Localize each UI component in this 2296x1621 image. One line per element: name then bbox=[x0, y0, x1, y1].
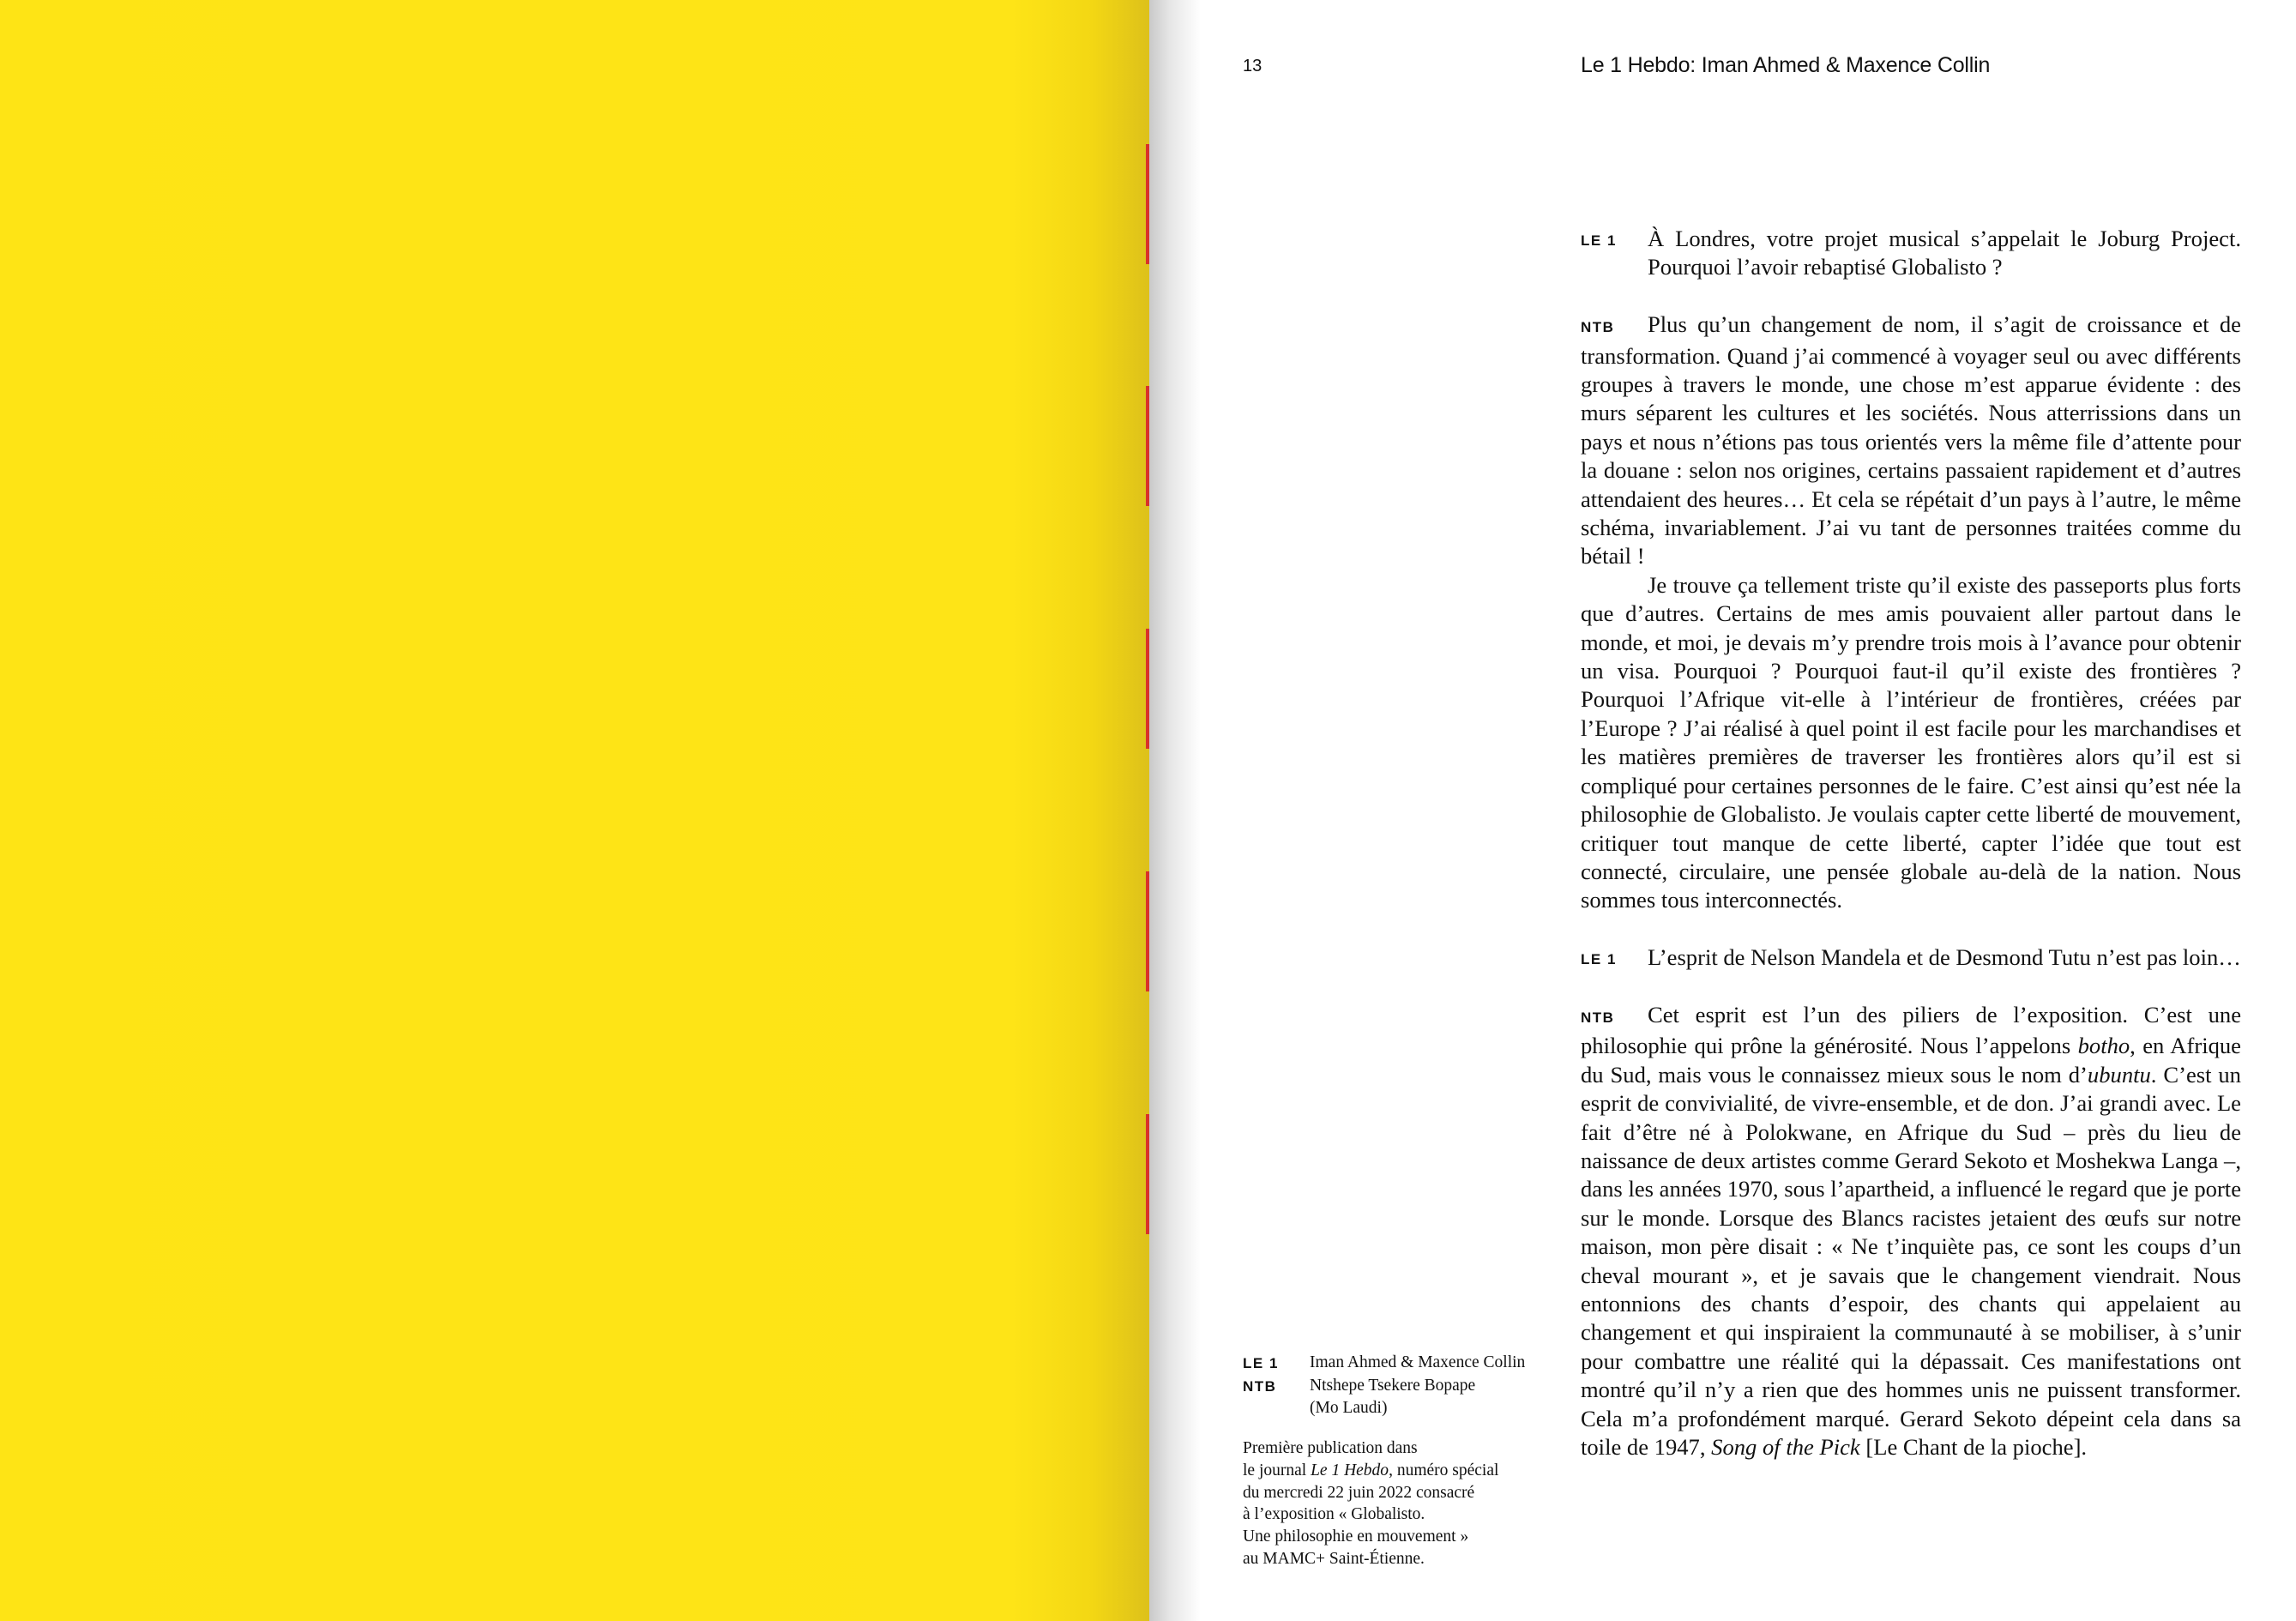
speaker-tag: LE 1 bbox=[1581, 951, 1617, 968]
answer-text: . C’est un esprit de convivialité, de vivre-ensemble, et de don. J’ai grandi avec. Le fait d’être né à Polokwane, en Afrique du Sud – près du lieu de naissance de deux artistes comme Gerard Sekoto et Moshekwa Langa –, dans les années 1970, sous l’apartheid, a influencé le regard que je porte sur le monde. Lorsque des Blancs racistes jetaient des œufs sur notre maison, mon père disait : « Ne t’inquiète pas, ce sont les coups d’un cheval mourant », et je savais que le changement viendrait. Nous entonnions des chants d’espoir, des chants qui appelaient au changement et qui inspiraient la communauté à se mobiliser, à s’unir pour combattre une réalité qui la dépassait. Ces manifestations ont montré qu’il n’y a rien que des hommes unis ne puissent transformer. Cela m’a profondément marqué. Gerard Sekoto dépeint cela dans sa toile de 1947, bbox=[1581, 1061, 2241, 1461]
credit-le1 bbox=[1243, 1352, 1569, 1375]
speaker-credits bbox=[1243, 1352, 1569, 1419]
note-line: Une philosophie en mouvement » bbox=[1243, 1528, 1469, 1546]
question-1 bbox=[1581, 225, 2241, 282]
journal-title: Le 1 Hebdo bbox=[1311, 1461, 1389, 1479]
italic-term: ubuntu bbox=[2087, 1061, 2151, 1088]
page-number: 13 bbox=[1243, 57, 1262, 75]
answer-1-paragraph-1 bbox=[1581, 310, 2241, 571]
italic-term: botho bbox=[2077, 1033, 2130, 1059]
credit-name: Iman Ahmed & Maxence Collin bbox=[1310, 1353, 1526, 1371]
note-line: à l’exposition « Globalisto. bbox=[1243, 1505, 1425, 1524]
credit-name-line: Ntshepe Tsekere Bopape bbox=[1310, 1377, 1476, 1395]
answer-1-paragraph-2: Je trouve ça tellement triste qu’il existe des passeports plus forts que d’autres. Certains de mes amis pouvaient aller partout dans le monde, et moi, je devais m’y prendre trois mois à l’avance pour obtenir un visa. Pourquoi ? Pourquoi faut-il qu’il existe des frontières ? Pourquoi l’Afrique vit-elle à l’intérieur de frontières, créées par l’Europe ? J’ai réalisé à quel point il est facile pour les marchandises et les matières premières de traverser les frontières alors qu’il est si compliqué pour certaines personnes de le faire. C’est ainsi qu’est née la philosophie de Globalisto. Je voulais capter cette liberté de mouvement, critiquer tout manque de cette liberté, capter l’idée que tout est connecté, circulaire, une pensée globale au-delà de la nation. Nous sommes tous interconnectés. bbox=[1581, 571, 2241, 913]
credit-ntb bbox=[1243, 1375, 1569, 1419]
credit-name bbox=[1310, 1375, 1569, 1419]
answer-2-paragraph bbox=[1581, 1001, 2241, 1462]
artwork-title: Song of the Pick bbox=[1711, 1434, 1860, 1461]
note-line: au MAMC+ Saint-Étienne. bbox=[1243, 1549, 1425, 1568]
answer-text: , en Afrique du Sud, mais vous le connaissez mieux sous le nom d’ bbox=[1581, 1033, 2241, 1088]
note-text: , numéro spécial bbox=[1389, 1461, 1499, 1479]
question-text: À Londres, votre projet musical s’appelait le Joburg Project. Pourquoi l’avoir rebaptisé Globalisto ? bbox=[1648, 226, 2241, 280]
answer-text: Plus qu’un changement de nom, il s’agit de croissance et de transformation. Quand j’ai commencé à voyager seul ou avec différents groupes à travers le monde, une chose m’est apparue évidente : des murs séparent les cultures et les sociétés. Nous atterrissions dans un pays et nous n’étions pas tous orientés vers la même file d’attente pour la douane : selon nos origines, certains passaient rapidement et d’autres attendaient des heures… Et cela se répétait d’un pays à l’autre, le même schéma, invariablement. J’ai vu tant de personnes traitées comme du bétail ! bbox=[1581, 311, 2241, 569]
publication-note bbox=[1243, 1437, 1526, 1570]
credit-name-line: (Mo Laudi) bbox=[1310, 1399, 1388, 1417]
note-line: Première publication dans bbox=[1243, 1439, 1418, 1457]
credit-tag: LE 1 bbox=[1243, 1355, 1279, 1371]
speaker-tag: NTB bbox=[1581, 319, 1615, 336]
note-line bbox=[1243, 1460, 1526, 1482]
speaker-tag: NTB bbox=[1581, 1009, 1615, 1026]
answer-text: [Le Chant de la pioche]. bbox=[1859, 1434, 2088, 1461]
note-text: le journal bbox=[1243, 1461, 1311, 1479]
question-text: L’esprit de Nelson Mandela et de Desmond Tutu n’est pas loin… bbox=[1648, 944, 2241, 971]
credit-tag: NTB bbox=[1243, 1378, 1277, 1395]
note-line: du mercredi 22 juin 2022 consacré bbox=[1243, 1483, 1475, 1502]
running-head: Le 1 Hebdo: Iman Ahmed & Maxence Collin bbox=[1581, 53, 1991, 77]
answer-text: Cet esprit est l’un des piliers de l’exposition. C’est une philosophie qui prône la générosité. Nous l’appelons bbox=[1581, 1001, 2241, 1059]
interview-text bbox=[1581, 225, 2241, 1461]
question-2 bbox=[1581, 943, 2241, 972]
speaker-tag: LE 1 bbox=[1581, 232, 1617, 249]
